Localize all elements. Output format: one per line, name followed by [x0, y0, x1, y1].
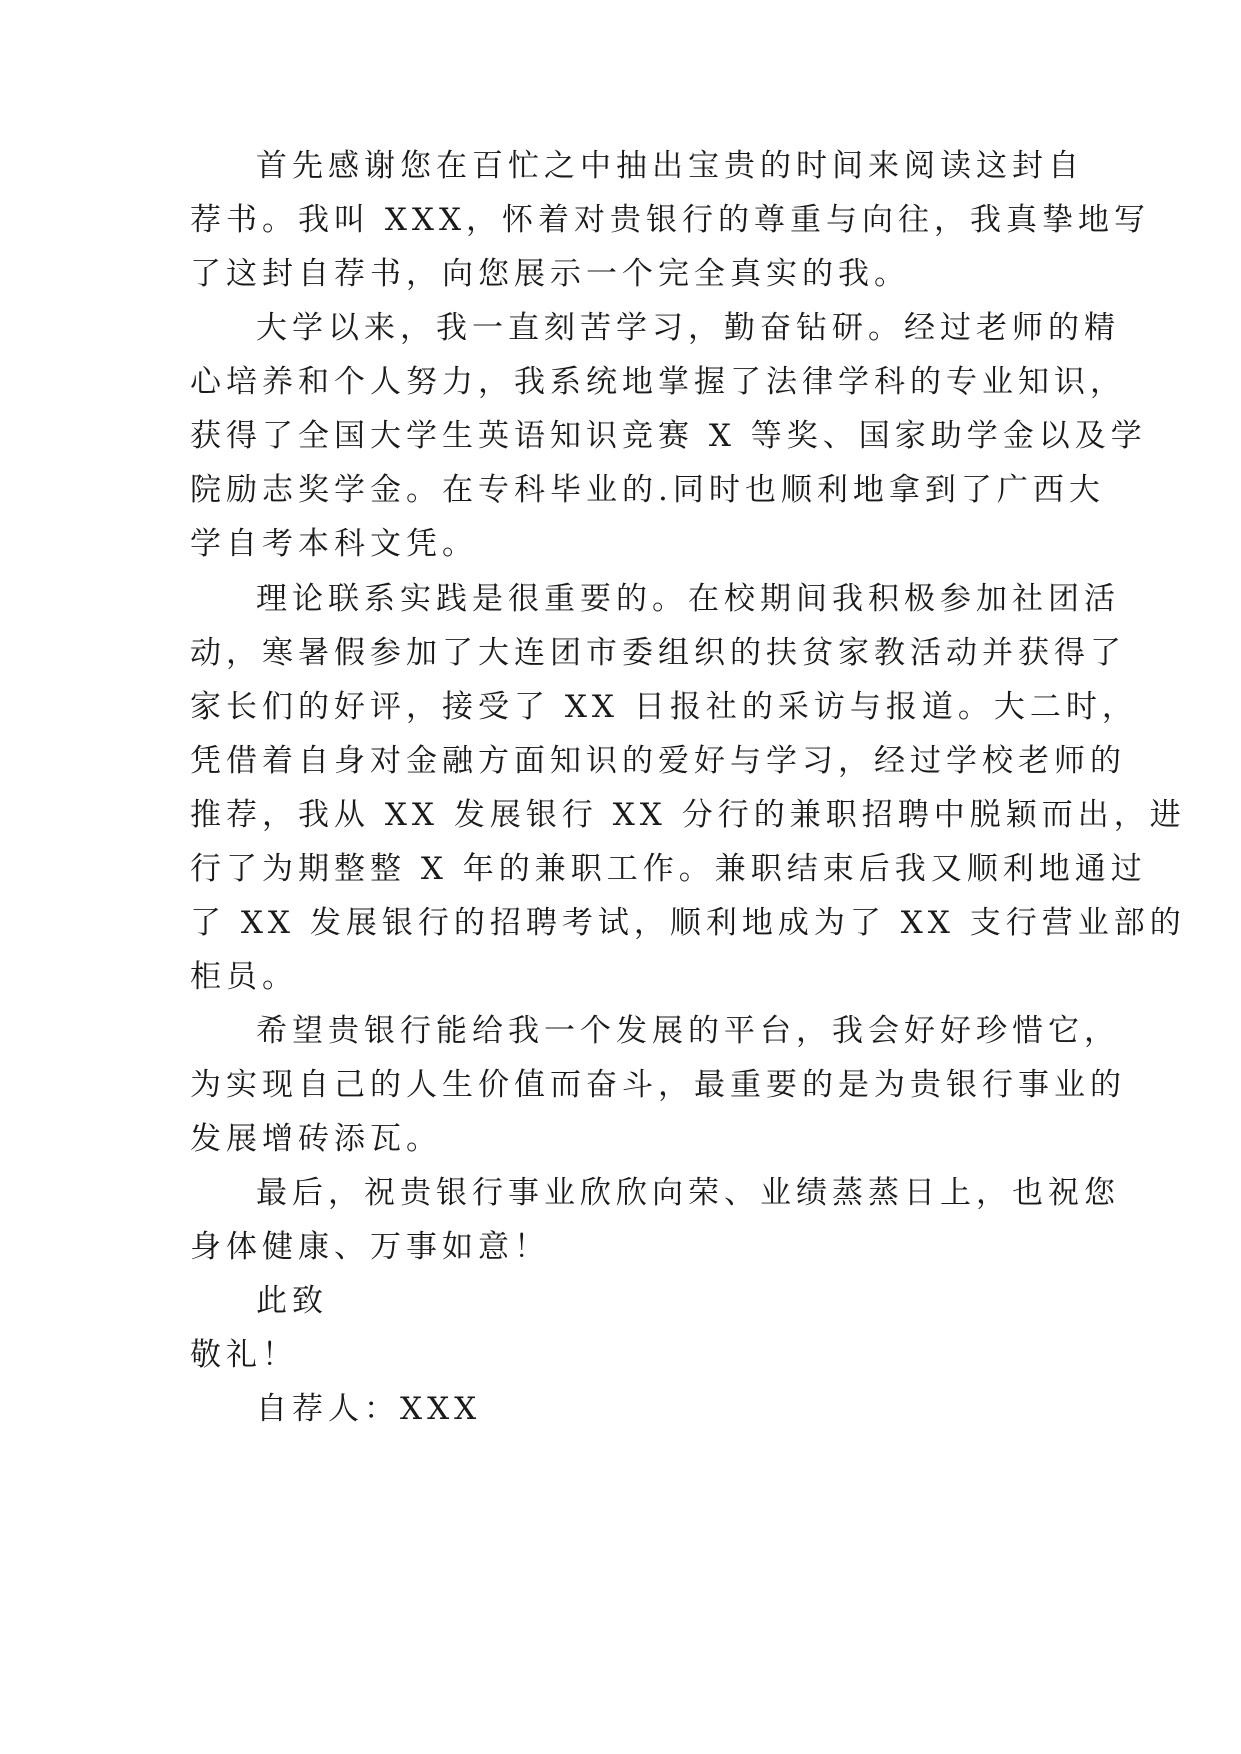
paragraph-3-line-7: 了 XX 发展银行的招聘考试，顺利地成为了 XX 支行营业部的: [190, 905, 1186, 941]
paragraph-3-line-5: 推荐，我从 XX 发展银行 XX 分行的兼职招聘中脱颖而出，进: [190, 797, 1186, 833]
paragraph-5-line-2: 身体健康、万事如意！: [190, 1229, 550, 1265]
paragraph-1-line-1: 首先感谢您在百忙之中抽出宝贵的时间来阅读这封自: [256, 148, 1084, 184]
paragraph-4-line-1: 希望贵银行能给我一个发展的平台，我会好好珍惜它，: [256, 1013, 1120, 1049]
paragraph-2-line-4: 院励志奖学金。在专科毕业的.同时也顺利地拿到了广西大: [190, 472, 1105, 508]
paragraph-2-line-2: 心培养和个人努力，我系统地掌握了法律学科的专业知识，: [190, 364, 1126, 400]
paragraph-4-line-3: 发展增砖添瓦。: [190, 1121, 442, 1157]
paragraph-3-line-3: 家长们的好评，接受了 XX 日报社的采访与报道。大二时，: [190, 689, 1138, 725]
paragraph-2-line-1: 大学以来，我一直刻苦学习，勤奋钻研。经过老师的精: [256, 310, 1120, 346]
signature-line: 自荐人：XXX: [256, 1391, 482, 1427]
paragraph-3-line-4: 凭借着自身对金融方面知识的爱好与学习，经过学校老师的: [190, 743, 1126, 779]
paragraph-1-line-3: 了这封自荐书，向您展示一个完全真实的我。: [190, 256, 910, 292]
paragraph-2-line-3: 获得了全国大学生英语知识竞赛 X 等奖、国家助学金以及学: [190, 418, 1147, 454]
paragraph-3-line-2: 动，寒暑假参加了大连团市委组织的扶贫家教活动并获得了: [190, 635, 1126, 671]
paragraph-1-line-2: 荐书。我叫 XXX，怀着对贵银行的尊重与向往，我真挚地写: [190, 202, 1151, 238]
paragraph-2-line-5: 学自考本科文凭。: [190, 526, 478, 562]
closing-salutation: 此致: [256, 1283, 328, 1319]
paragraph-3-line-8: 柜员。: [190, 959, 298, 995]
paragraph-4-line-2: 为实现自己的人生价值而奋斗，最重要的是为贵银行事业的: [190, 1067, 1126, 1103]
paragraph-5-line-1: 最后，祝贵银行事业欣欣向荣、业绩蒸蒸日上，也祝您: [256, 1175, 1120, 1211]
closing-regards: 敬礼！: [190, 1337, 298, 1373]
paragraph-3-line-1: 理论联系实践是很重要的。在校期间我积极参加社团活: [256, 581, 1120, 617]
paragraph-3-line-6: 行了为期整整 X 年的兼职工作。兼职结束后我又顺利地通过: [190, 851, 1147, 887]
